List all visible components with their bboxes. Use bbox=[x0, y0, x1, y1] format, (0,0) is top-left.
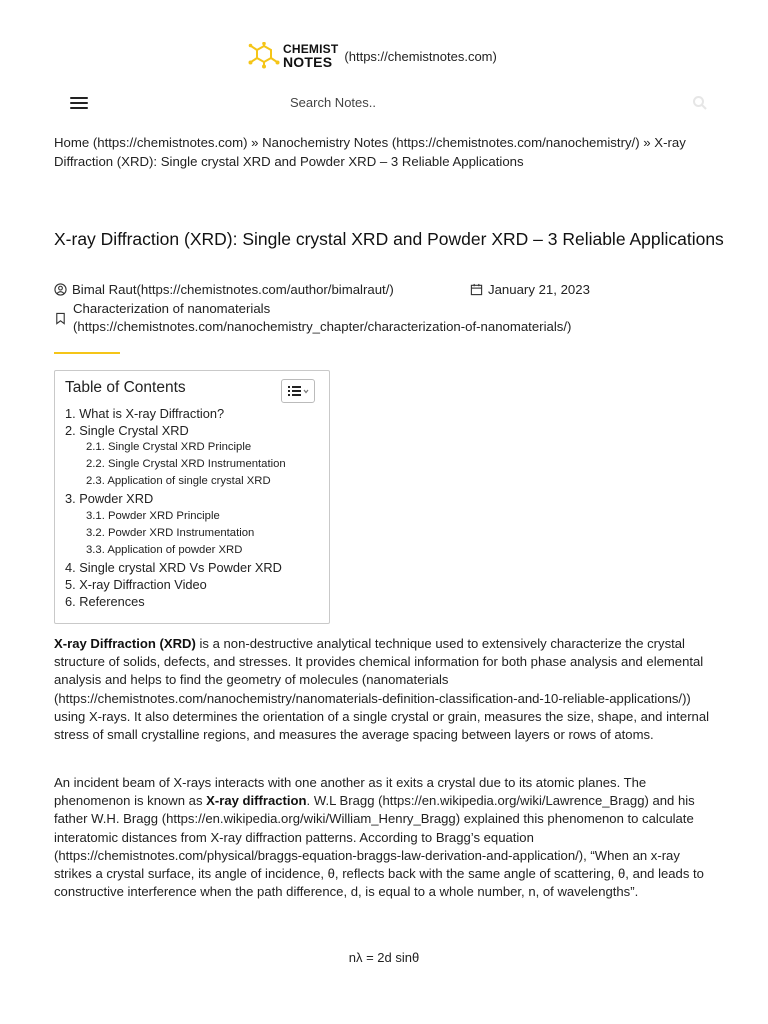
toc-subitem[interactable]: 2.2. Single Crystal XRD Instrumentation bbox=[86, 458, 286, 471]
toc-subitem[interactable]: 3.1. Powder XRD Principle bbox=[86, 509, 220, 522]
molecule-logo-icon bbox=[248, 42, 280, 70]
toc-item[interactable]: 6. References bbox=[65, 594, 145, 610]
date-meta bbox=[470, 282, 590, 297]
category-meta[interactable] bbox=[54, 300, 571, 336]
toc-item[interactable]: 5. X-ray Diffraction Video bbox=[65, 576, 207, 592]
toc-list bbox=[65, 405, 327, 610]
toc-item[interactable]: 4. Single crystal XRD Vs Powder XRD bbox=[65, 559, 282, 575]
search-input[interactable] bbox=[286, 92, 684, 112]
breadcrumb-separator: » bbox=[639, 135, 655, 150]
logo-line-2: NOTES bbox=[283, 53, 333, 70]
toc-title: Table of Contents bbox=[65, 379, 186, 396]
intro-bold-term: X-ray Diffraction (XRD) bbox=[54, 636, 196, 651]
category-name: Characterization of nanomaterials bbox=[73, 301, 271, 316]
logo-wordmark bbox=[283, 41, 339, 70]
bragg-text-b: . W.L Bragg (https://en.wikipedia.org/wiki/Lawrence_Bragg) and his father W.H. Bragg (https://en.wikipedia.org/wiki/William_Henry_Bragg) explained this phenomenon to calculate interatomic distances from X-ray diffraction patterns. According to Bragg’s equation (https://chemistnotes.com/physical/braggs-equation-braggs-law-derivation-and-application/), “When an x-ray strikes a crystal surface, its angle of incidence, θ, reflects back with the same angle of scattering, θ, and leads to constructive interference when the path difference, d, is equal to a whole number, n, of wavelengths”. bbox=[54, 793, 704, 900]
intro-text: is a non-destructive analytical technique used to extensively characterize the crystal structure of solids, defects, and stresses. It provides chemical information for both phase analysis and elemental analysis and helps to find the geometry of molecules (nanomaterials (https://chemistnotes.com/nanochemistry/nanomaterials-definition-classification-and-10-reliable-applications/)) using X-rays. It also determines the orientation of a single crystal or grain, measures the size, shape, and internal stress of small crystalline regions, and measures the average spacing between layers or rows of atoms. bbox=[54, 636, 710, 743]
author-meta[interactable] bbox=[54, 282, 394, 297]
search-icon[interactable] bbox=[692, 95, 708, 111]
bragg-paragraph bbox=[54, 774, 718, 901]
toc-subitem[interactable]: 2.1. Single Crystal XRD Principle bbox=[86, 441, 252, 454]
user-circle-icon bbox=[54, 283, 67, 296]
toc-subitem[interactable]: 3.3. Application of powder XRD bbox=[86, 543, 243, 556]
page-title: X-ray Diffraction (XRD): Single crystal XRD and Powder XRD – 3 Reliable Applications bbox=[54, 229, 724, 249]
breadcrumb-separator: » bbox=[247, 135, 263, 150]
author-link[interactable]: Bimal Raut(https://chemistnotes.com/author/bimalraut/) bbox=[72, 282, 394, 297]
breadcrumb-current: X-ray Diffraction (XRD): Single crystal XRD and Powder XRD – 3 Reliable Applications bbox=[54, 135, 686, 169]
toc-subitem[interactable]: 3.2. Powder XRD Instrumentation bbox=[86, 526, 255, 539]
toc-subitem[interactable]: 2.3. Application of single crystal XRD bbox=[86, 475, 271, 488]
bragg-text-a: An incident beam of X-rays interacts with one another as it exits a crystal due to its atomic planes. The phenomenon is known as bbox=[54, 775, 647, 809]
intro-paragraph bbox=[54, 635, 718, 744]
title-accent-divider bbox=[54, 352, 120, 354]
site-logo[interactable] bbox=[248, 42, 497, 70]
bragg-equation: nλ = 2d sinθ bbox=[348, 950, 420, 965]
calendar-icon bbox=[470, 283, 483, 296]
toc-item[interactable]: 2. Single Crystal XRD bbox=[65, 423, 189, 439]
toc-toggle-button[interactable] bbox=[281, 379, 315, 403]
post-date: January 21, 2023 bbox=[488, 282, 590, 297]
logo-url[interactable]: (https://chemistnotes.com) bbox=[344, 48, 497, 64]
category-link[interactable] bbox=[73, 300, 571, 336]
breadcrumb-home-link[interactable]: Home (https://chemistnotes.com) bbox=[54, 135, 248, 150]
bragg-bold-term: X-ray diffraction bbox=[206, 793, 307, 809]
logo-line-1: CHEMIST bbox=[283, 41, 339, 56]
table-of-contents bbox=[54, 370, 330, 624]
hamburger-icon[interactable] bbox=[70, 97, 88, 109]
category-url: (https://chemistnotes.com/nanochemistry_chapter/characterization-of-nanomaterials/) bbox=[73, 319, 572, 334]
toc-item[interactable]: 1. What is X-ray Diffraction? bbox=[65, 406, 225, 421]
toc-item[interactable]: 3. Powder XRD bbox=[65, 491, 154, 507]
list-toggle-icon bbox=[287, 385, 309, 397]
bookmark-icon bbox=[54, 312, 67, 325]
breadcrumb bbox=[54, 134, 714, 171]
breadcrumb-section-link[interactable]: Nanochemistry Notes (https://chemistnotes.com/nanochemistry/) bbox=[262, 135, 640, 150]
